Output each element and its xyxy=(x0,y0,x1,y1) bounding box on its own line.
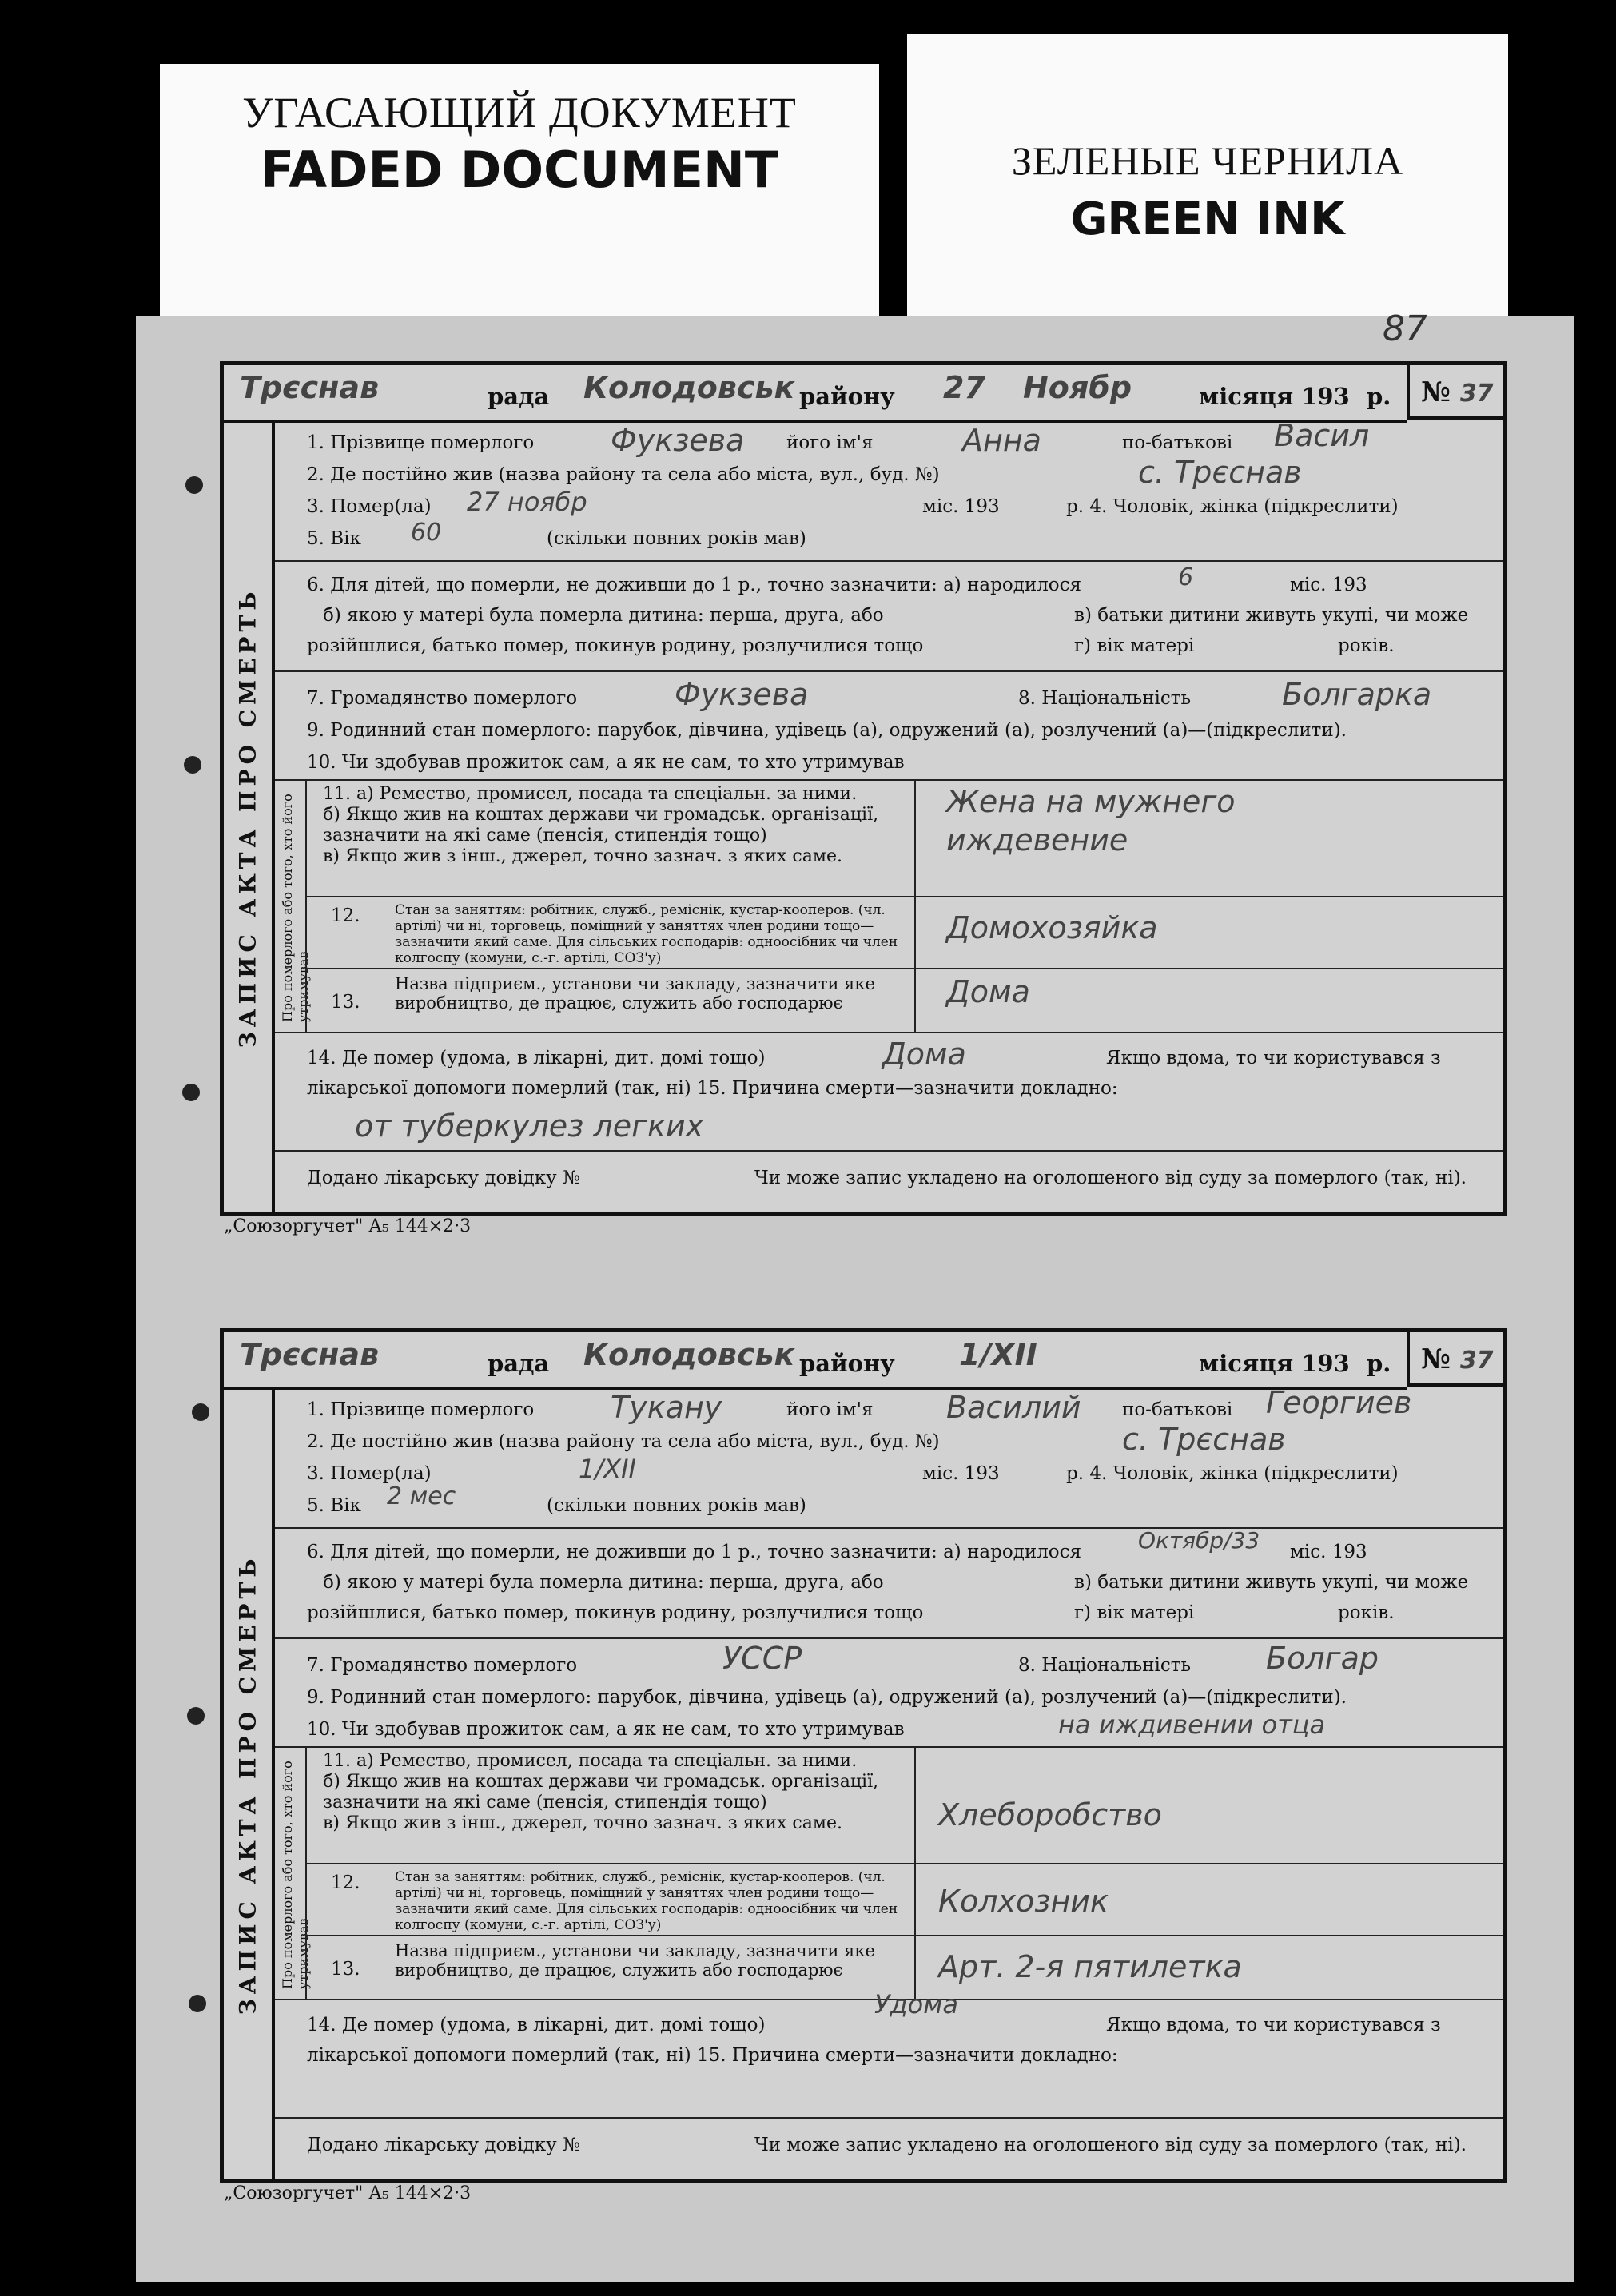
faded-label-en: FADED DOCUMENT xyxy=(260,141,779,199)
divider xyxy=(275,1032,1503,1033)
q6b-parents-label: в) батьки дитини живуть укупі, чи може xyxy=(1074,605,1469,626)
workplace-value: Дома xyxy=(946,974,1030,1009)
q9-label: 9. Родинний стан померлого: парубок, дівчина, удівець (а), одружений (а), розлучений (а)—(підкреслити). xyxy=(307,720,1347,741)
divider xyxy=(305,896,1503,897)
name-value: Василий xyxy=(946,1390,1081,1425)
punch-hole xyxy=(189,1995,206,2012)
divider xyxy=(275,1527,1503,1529)
q11-label: 11. а) Ремество, промисел, посада та спеціальн. за ними. б) Якщо жив на коштах держави чи громадськ. організації, зазначити на які саме (пенсія, стипендія тощо) в) Якщо жив з інш., джерел, точно зазнач. з яких саме. xyxy=(323,784,879,866)
q14-label: 14. Де помер (удома, в лікарні, дит. домі тощо) xyxy=(307,2015,766,2035)
q3-month-label: міс. 193 xyxy=(922,496,1000,517)
q12-label: Стан за заняттям: робітник, служб., реміснік, кустар-кооперов. (чл. артілі) чи ні, торговець, поміщний у заняттях член родини тощо—зазначити який саме. Для сільських господарів: одноосібник чи член колгоспу (комуни, с.-г. артілі, СОЗ'у) xyxy=(395,1869,898,1933)
occupation-value: Домохозяйка xyxy=(946,910,1158,945)
divider xyxy=(275,670,1503,672)
form-footer: „Союзоргучет" А₅ 144×2·3 xyxy=(224,2183,472,2203)
form-footer: „Союзоргучет" А₅ 144×2·3 xyxy=(224,1216,472,1236)
q6a-month-label: міс. 193 xyxy=(1290,575,1367,595)
q16-court-label: Чи може запис укладено на оголошеного від суду за померлого (так, ні). xyxy=(754,2135,1467,2155)
q6b-parents-label: в) батьки дитини живуть укупі, чи може xyxy=(1074,1572,1469,1593)
record-number-box xyxy=(1407,365,1503,420)
q12-label: Стан за заняттям: робітник, служб., реміснік, кустар-кооперов. (чл. артілі) чи ні, торговець, поміщний у заняттях член родини тощо—зазначити який саме. Для сільських господарів: одноосібник чи член колгоспу (комуни, с.-г. артілі, СОЗ'у) xyxy=(395,902,898,966)
village-value: Трєснав xyxy=(240,370,380,405)
occupation-value: Колхозник xyxy=(938,1884,1109,1919)
punch-hole xyxy=(192,1403,209,1421)
divider xyxy=(305,779,307,1032)
raionu-label: району xyxy=(799,383,895,410)
divider xyxy=(275,779,1503,781)
record-number: 37 xyxy=(1459,1347,1494,1375)
day-value: 27 xyxy=(943,370,985,405)
q12-number: 12. xyxy=(331,905,360,926)
vertical-note: Про померлого або того, хто його утримував xyxy=(280,794,311,1022)
divider xyxy=(275,1150,1503,1152)
age-value: 60 xyxy=(411,519,442,547)
year-suffix: р. xyxy=(1367,383,1391,410)
q6b-label: б) якою у матері була померла дитина: перша, друга, або xyxy=(323,605,884,626)
patronymic-value: Георгиев xyxy=(1266,1385,1412,1420)
q15-label: лікарської допомоги померлий (так, ні) 15. Причина смерти—зазначити докладно: xyxy=(307,2045,1118,2066)
q7-label: 7. Громадянство померлого xyxy=(307,688,578,709)
q6c-mother-age-label: г) вік матері xyxy=(1074,1602,1195,1623)
punch-hole xyxy=(185,476,203,494)
q6c-label: розійшлися, батько помер, покинув родину, розлучилися тощо xyxy=(307,1602,924,1623)
q5-label: 5. Вік xyxy=(307,528,361,549)
q6a-month-label: міс. 193 xyxy=(1290,1542,1367,1562)
faded-document-label xyxy=(160,64,879,336)
q1-name-label: його ім'я xyxy=(786,432,874,453)
divider xyxy=(275,1746,1503,1748)
q13-label: Назва підприєм., установи чи закладу, зазначити яке виробництво, де працює, служить або господарює xyxy=(395,1941,875,1980)
q1-patronymic-label: по-батькові xyxy=(1122,432,1233,453)
place-of-death-value: Дома xyxy=(882,1037,966,1072)
divider xyxy=(305,1746,307,1999)
record-number-box xyxy=(1407,1332,1503,1387)
q1-patronymic-label: по-батькові xyxy=(1122,1399,1233,1420)
q6a-label: 6. Для дітей, що померли, не доживши до 1 р., точно зазначити: а) народилося xyxy=(307,1542,1082,1562)
death-record-sheet xyxy=(136,308,1574,2282)
supported-value: Жена на мужнего xyxy=(946,784,1236,819)
form-side-title: ЗАПИС АКТА ПРО СМЕРТЬ xyxy=(224,423,275,1212)
divider xyxy=(275,560,1503,562)
q16-label: Додано лікарську довідку № xyxy=(307,1168,580,1188)
q3-month-label: міс. 193 xyxy=(922,1463,1000,1484)
divider xyxy=(914,1746,916,1999)
born-value: Октябр/33 xyxy=(1138,1527,1260,1554)
cause-value: от туберкулез легких xyxy=(355,1108,704,1144)
q10-label: 10. Чи здобував прожиток сам, а як не сам, то хто утримував xyxy=(307,1719,905,1740)
q6c-years-label: років. xyxy=(1338,635,1395,656)
q3-sex-label: р. 4. Чоловік, жінка (підкреслити) xyxy=(1066,496,1399,517)
q3-label: 3. Помер(ла) xyxy=(307,496,432,517)
divider xyxy=(305,1935,1503,1936)
residence-value: с. Трєснав xyxy=(1138,455,1302,490)
q2-label: 2. Де постійно жив (назва району та села або міста, вул., буд. №) xyxy=(307,1431,940,1452)
occupation-11-value: Хлеборобство xyxy=(938,1797,1162,1832)
divider xyxy=(305,968,1503,969)
q2-label: 2. Де постійно жив (назва району та села або міста, вул., буд. №) xyxy=(307,464,940,485)
q16-court-label: Чи може запис укладено на оголошеного від суду за померлого (так, ні). xyxy=(754,1168,1467,1188)
number-label: № xyxy=(1421,376,1451,408)
q6b-label: б) якою у матері була померла дитина: перша, друга, або xyxy=(323,1572,884,1593)
q15-label: лікарської допомоги померлий (так, ні) 15. Причина смерти—зазначити докладно: xyxy=(307,1078,1118,1099)
citizenship-value: Фукзева xyxy=(675,677,809,712)
q3-sex-label: р. 4. Чоловік, жінка (підкреслити) xyxy=(1066,1463,1399,1484)
green-ink-label xyxy=(907,34,1508,321)
village-value: Трєснав xyxy=(240,1337,380,1372)
district-value: Колодовськ xyxy=(583,1337,795,1372)
q13-number: 13. xyxy=(331,1959,360,1980)
q1-label: 1. Прізвище померлого xyxy=(307,432,535,453)
divider xyxy=(275,2117,1503,2119)
form-side-title: ЗАПИС АКТА ПРО СМЕРТЬ xyxy=(224,1390,275,2179)
q5-note: (скільки повних років мав) xyxy=(547,528,806,549)
residence-value: с. Трєснав xyxy=(1122,1422,1286,1457)
q16-label: Додано лікарську довідку № xyxy=(307,2135,580,2155)
form-header xyxy=(224,1332,1407,1390)
month-label: місяця 193 xyxy=(1199,1350,1350,1377)
form-body xyxy=(275,418,1503,1212)
rada-label: рада xyxy=(488,1350,550,1377)
supported-value: на иждивении отца xyxy=(1058,1709,1326,1740)
death-record-form-1 xyxy=(220,361,1507,1216)
divider xyxy=(305,1863,1503,1864)
month-value: Ноябр xyxy=(1023,370,1132,405)
q8-label: 8. Національність xyxy=(1018,1655,1192,1676)
q1-label: 1. Прізвище померлого xyxy=(307,1399,535,1420)
record-number: 37 xyxy=(1459,380,1494,408)
name-value: Анна xyxy=(962,423,1041,458)
faded-label-ru: УГАСАЮЩИЙ ДОКУМЕНТ xyxy=(242,89,797,137)
born-value: 6 xyxy=(1178,563,1194,591)
q14-home-label: Якщо вдома, то чи користувався з xyxy=(1106,1048,1441,1068)
q5-label: 5. Вік xyxy=(307,1495,361,1516)
citizenship-value: УССР xyxy=(722,1641,802,1676)
q13-number: 13. xyxy=(331,992,360,1013)
q6a-label: 6. Для дітей, що померли, не доживши до 1 р., точно зазначити: а) народилося xyxy=(307,575,1082,595)
died-value: 27 ноябр xyxy=(467,487,587,517)
q14-home-label: Якщо вдома, то чи користувався з xyxy=(1106,2015,1441,2035)
folio-number: 87 xyxy=(1383,308,1427,349)
q13-label: Назва підприєм., установи чи закладу, зазначити яке виробництво, де працює, служить або господарює xyxy=(395,974,875,1013)
q6c-mother-age-label: г) вік матері xyxy=(1074,635,1195,656)
raionu-label: району xyxy=(799,1350,895,1377)
age-value: 2 мес xyxy=(387,1482,456,1510)
number-label: № xyxy=(1421,1343,1451,1375)
punch-hole xyxy=(184,756,201,774)
surname-value: Тукану xyxy=(611,1390,722,1425)
death-record-form-2 xyxy=(220,1328,1507,2183)
q9-label: 9. Родинний стан померлого: парубок, дівчина, удівець (а), одружений (а), розлучений (а)—(підкреслити). xyxy=(307,1687,1347,1708)
surname-value: Фукзева xyxy=(611,423,745,458)
rada-label: рада xyxy=(488,383,550,410)
punch-hole xyxy=(182,1084,200,1101)
died-value: 1/XII xyxy=(579,1454,636,1484)
nationality-value: Болгарка xyxy=(1282,677,1432,712)
form-header xyxy=(224,365,1407,423)
year-suffix: р. xyxy=(1367,1350,1391,1377)
divider xyxy=(275,1637,1503,1639)
q7-label: 7. Громадянство померлого xyxy=(307,1655,578,1676)
q6c-years-label: років. xyxy=(1338,1602,1395,1623)
q11-label: 11. а) Ремество, промисел, посада та спеціальн. за ними. б) Якщо жив на коштах держави чи громадськ. організації, зазначити на які саме (пенсія, стипендія тощо) в) Якщо жив з інш., джерел, точно зазнач. з яких саме. xyxy=(323,1751,879,1833)
q3-label: 3. Помер(ла) xyxy=(307,1463,432,1484)
divider xyxy=(914,779,916,1032)
punch-hole xyxy=(187,1707,205,1725)
date-value: 1/XII xyxy=(959,1337,1037,1372)
q1-name-label: його ім'я xyxy=(786,1399,874,1420)
q8-label: 8. Національність xyxy=(1018,688,1192,709)
form-body xyxy=(275,1385,1503,2179)
district-value: Колодовськ xyxy=(583,370,795,405)
workplace-value: Арт. 2-я пятилетка xyxy=(938,1949,1242,1984)
vertical-note: Про померлого або того, хто його утримував xyxy=(280,1761,311,1989)
month-label: місяця 193 xyxy=(1199,383,1350,410)
q12-number: 12. xyxy=(331,1872,360,1893)
place-of-death-value: Удома xyxy=(874,1989,958,2019)
q10-label: 10. Чи здобував прожиток сам, а як не сам, то хто утримував xyxy=(307,752,905,773)
nationality-value: Болгар xyxy=(1266,1641,1379,1676)
patronymic-value: Васил xyxy=(1274,418,1370,453)
q14-label: 14. Де помер (удома, в лікарні, дит. домі тощо) xyxy=(307,1048,766,1068)
q6c-label: розійшлися, батько помер, покинув родину, розлучилися тощо xyxy=(307,635,924,656)
support-source-value: иждевение xyxy=(946,822,1128,858)
green-label-en: GREEN INK xyxy=(1070,193,1345,245)
green-label-ru: ЗЕЛЕНЫЕ ЧЕРНИЛА xyxy=(1011,138,1404,183)
q5-note: (скільки повних років мав) xyxy=(547,1495,806,1516)
